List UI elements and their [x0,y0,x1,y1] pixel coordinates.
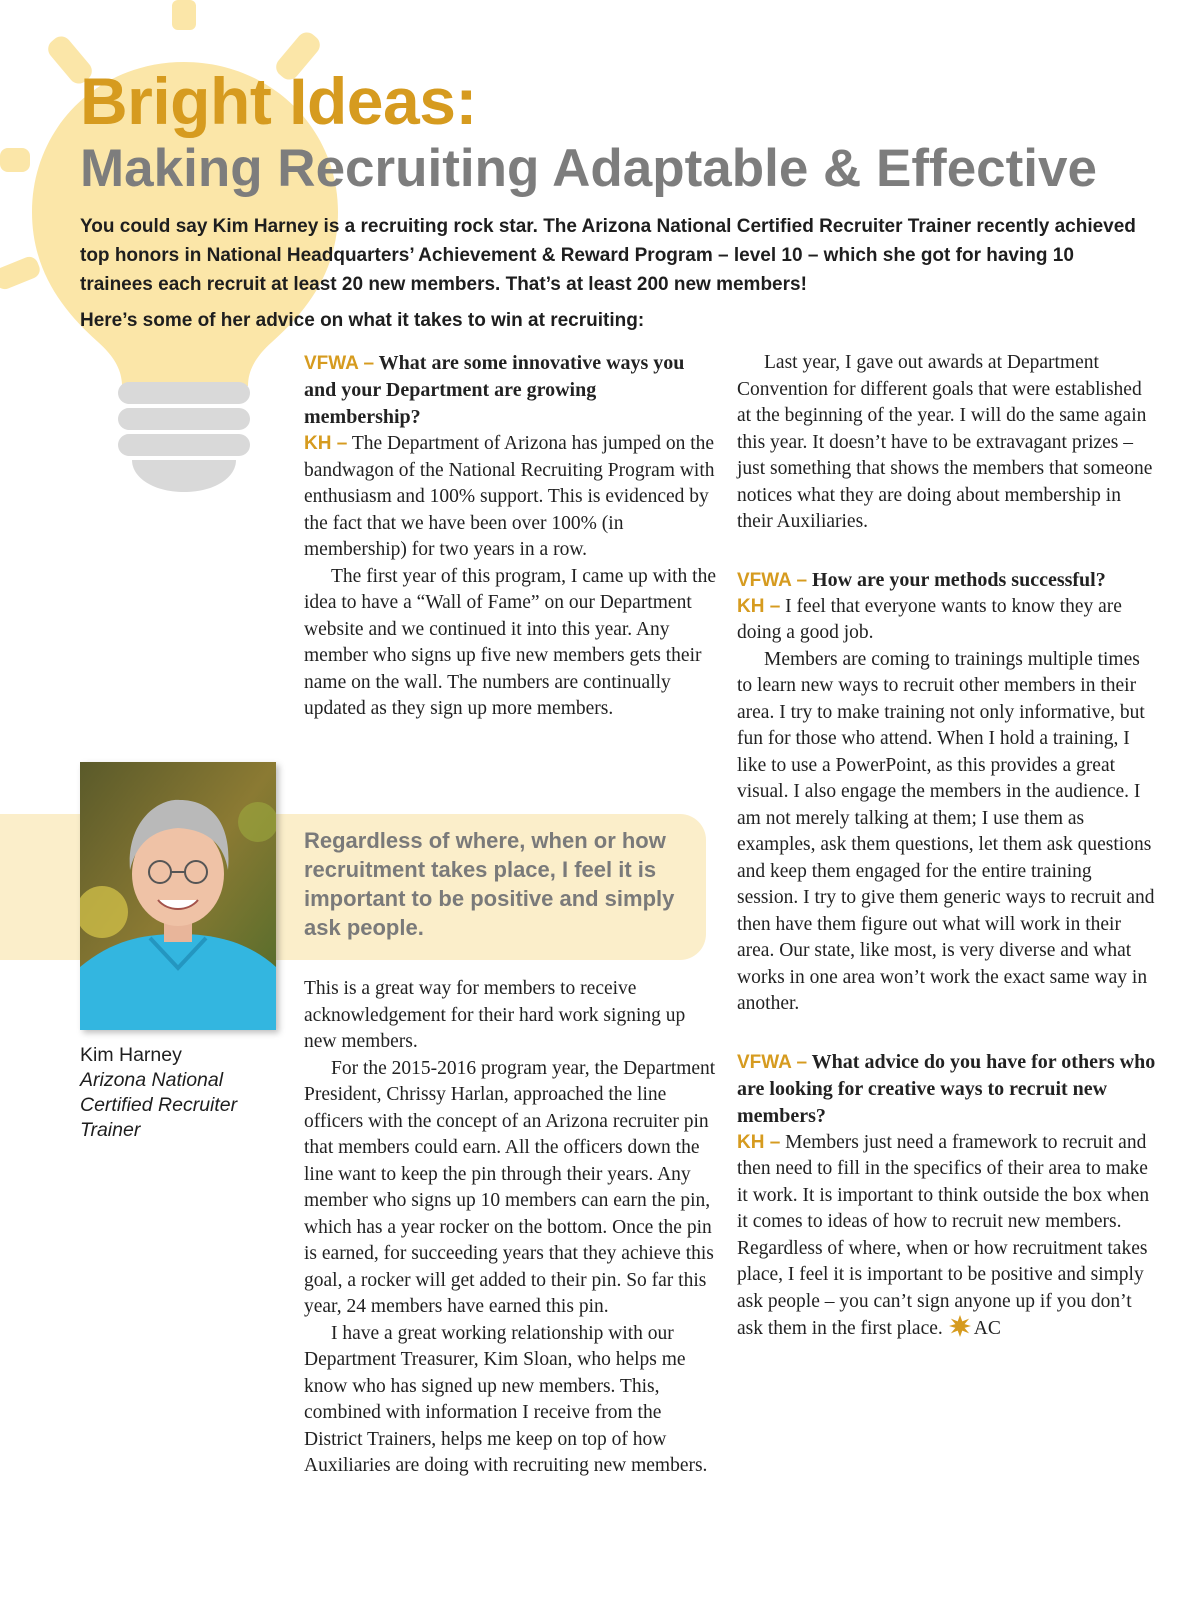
question-2-text: How are your methods successful? [812,568,1106,591]
page-title: Bright Ideas: [80,64,477,138]
middle-column-bottom [304,976,716,1480]
interviewer-tag: VFWA – [737,569,808,591]
answer-1-paragraph-3: This is a great way for members to receive acknowledgement for their hard work signing up new members. [304,978,686,1052]
answer-1-paragraph-5: I have a great working relationship with our Department Treasurer, Kim Sloan, who helps me know who has signed up new members. This, combined with information I receive from the District Trainers, helps me keep on top of how Auxiliaries are doing with recruiting new members. [304,1322,708,1476]
answer-1-text: The Department of Arizona has jumped on the bandwagon of the National Recruiting Program with enthusiasm and 100% support. This is evidenced by the fact that we have been over 100% (in membership) for two years in a row. [304,433,715,560]
question-1 [304,350,716,431]
answer-1-paragraph-6: Last year, I gave out awards at Department Convention for different goals that were established at the beginning of the year. I will do the same again this year. It doesn’t have to be extravagant prizes – just something that shows the members that someone notices what they are doing about membership in their Auxiliaries. [737,352,1153,532]
middle-column-top [304,350,716,723]
answer-2-paragraph [737,594,1157,647]
pull-quote: Regardless of where, when or how recruitment takes place, I feel it is important to be positive and simply ask people. [304,828,675,940]
page-subtitle: Making Recruiting Adaptable & Effective [80,139,1097,198]
question-3-text: What advice do you have for others who are looking for creative ways to recruit new members? [737,1050,1156,1127]
caption-name: Kim Harney [80,1044,182,1066]
answer-1-paragraph-2: The first year of this program, I came up with the idea to have a “Wall of Fame” on our Department website and we continued it into this year. Any member who signs up five new members gets their name on the wall. The numbers are continually updated as they sign up more members. [304,565,717,719]
question-2 [737,567,1157,594]
interviewee-tag: KH – [304,433,348,454]
answer-1-paragraph-4: For the 2015-2016 program year, the Department President, Chrissy Harlan, approached the line officers with the concept of an Arizona recruiter pin that members could earn. All the officers down the line want to keep the pin through their years. Any member who signs up 10 members can earn the pin, which has a year rocker on the bottom. Once the pin is earned, for succeeding years that they achieve this goal, a rocker will get added to their pin. So far this year, 24 members have earned this pin. [304,1057,716,1317]
answer-2-text: I feel that everyone wants to know they are doing a good job. [737,595,1122,643]
intro-paragraph: You could say Kim Harney is a recruiting rock star. The Arizona National Certified Recruiter Trainer recently achieved top honors in National Headquarters’ Achievement & Reward Program – level 10 – which she got for having 10 trainees each recruit at least 20 new members. That’s at least 200 new members! [80,216,1136,295]
portrait-photo [80,762,276,1030]
interviewer-tag: VFWA – [737,1051,808,1073]
interviewer-tag: VFWA – [304,353,375,374]
question-3 [737,1049,1157,1130]
photo-caption [80,1043,280,1143]
question-1-text: What are some innovative ways you and your Department are growing membership? [304,352,685,428]
caption-role: Arizona National Certified Recruiter Trainer [80,1069,238,1141]
signoff: AC [973,1318,1001,1339]
interviewee-tag: KH – [737,1131,781,1153]
star-burst-icon [949,1315,971,1337]
answer-2-paragraph-2: Members are coming to trainings multiple times to learn new ways to recruit other members in their area. I try to make training not only informative, but fun for those who attend. When I hold a training, I like to use a PowerPoint, as this provides a great visual. I also engage the members in the audience. I am not merely talking at them; I use them as examples, ask them questions, let them ask questions and keep them engaged for the entire training session. I try to give them generic ways to recruit and then have them figure out what will work in their area. Our state, like most, is very diverse and what works in one area won’t work the exact same way in another. [737,648,1155,1014]
answer-3-paragraph [737,1130,1157,1343]
interviewee-tag: KH – [737,595,781,617]
answer-1-paragraph [304,431,716,564]
right-column [737,350,1157,1343]
lead-line: Here’s some of her advice on what it takes to win at recruiting: [80,310,645,331]
answer-3-text: Members just need a framework to recruit and then need to fill in the specifics of their area to make it work. It is important to think outside the box when it comes to ideas of how to recruit new members. Regardless of where, when or how recruitment takes place, I feel it is important to be positive and simply ask people – you can’t sign anyone up if you don’t ask them in the first place. [737,1131,1150,1339]
